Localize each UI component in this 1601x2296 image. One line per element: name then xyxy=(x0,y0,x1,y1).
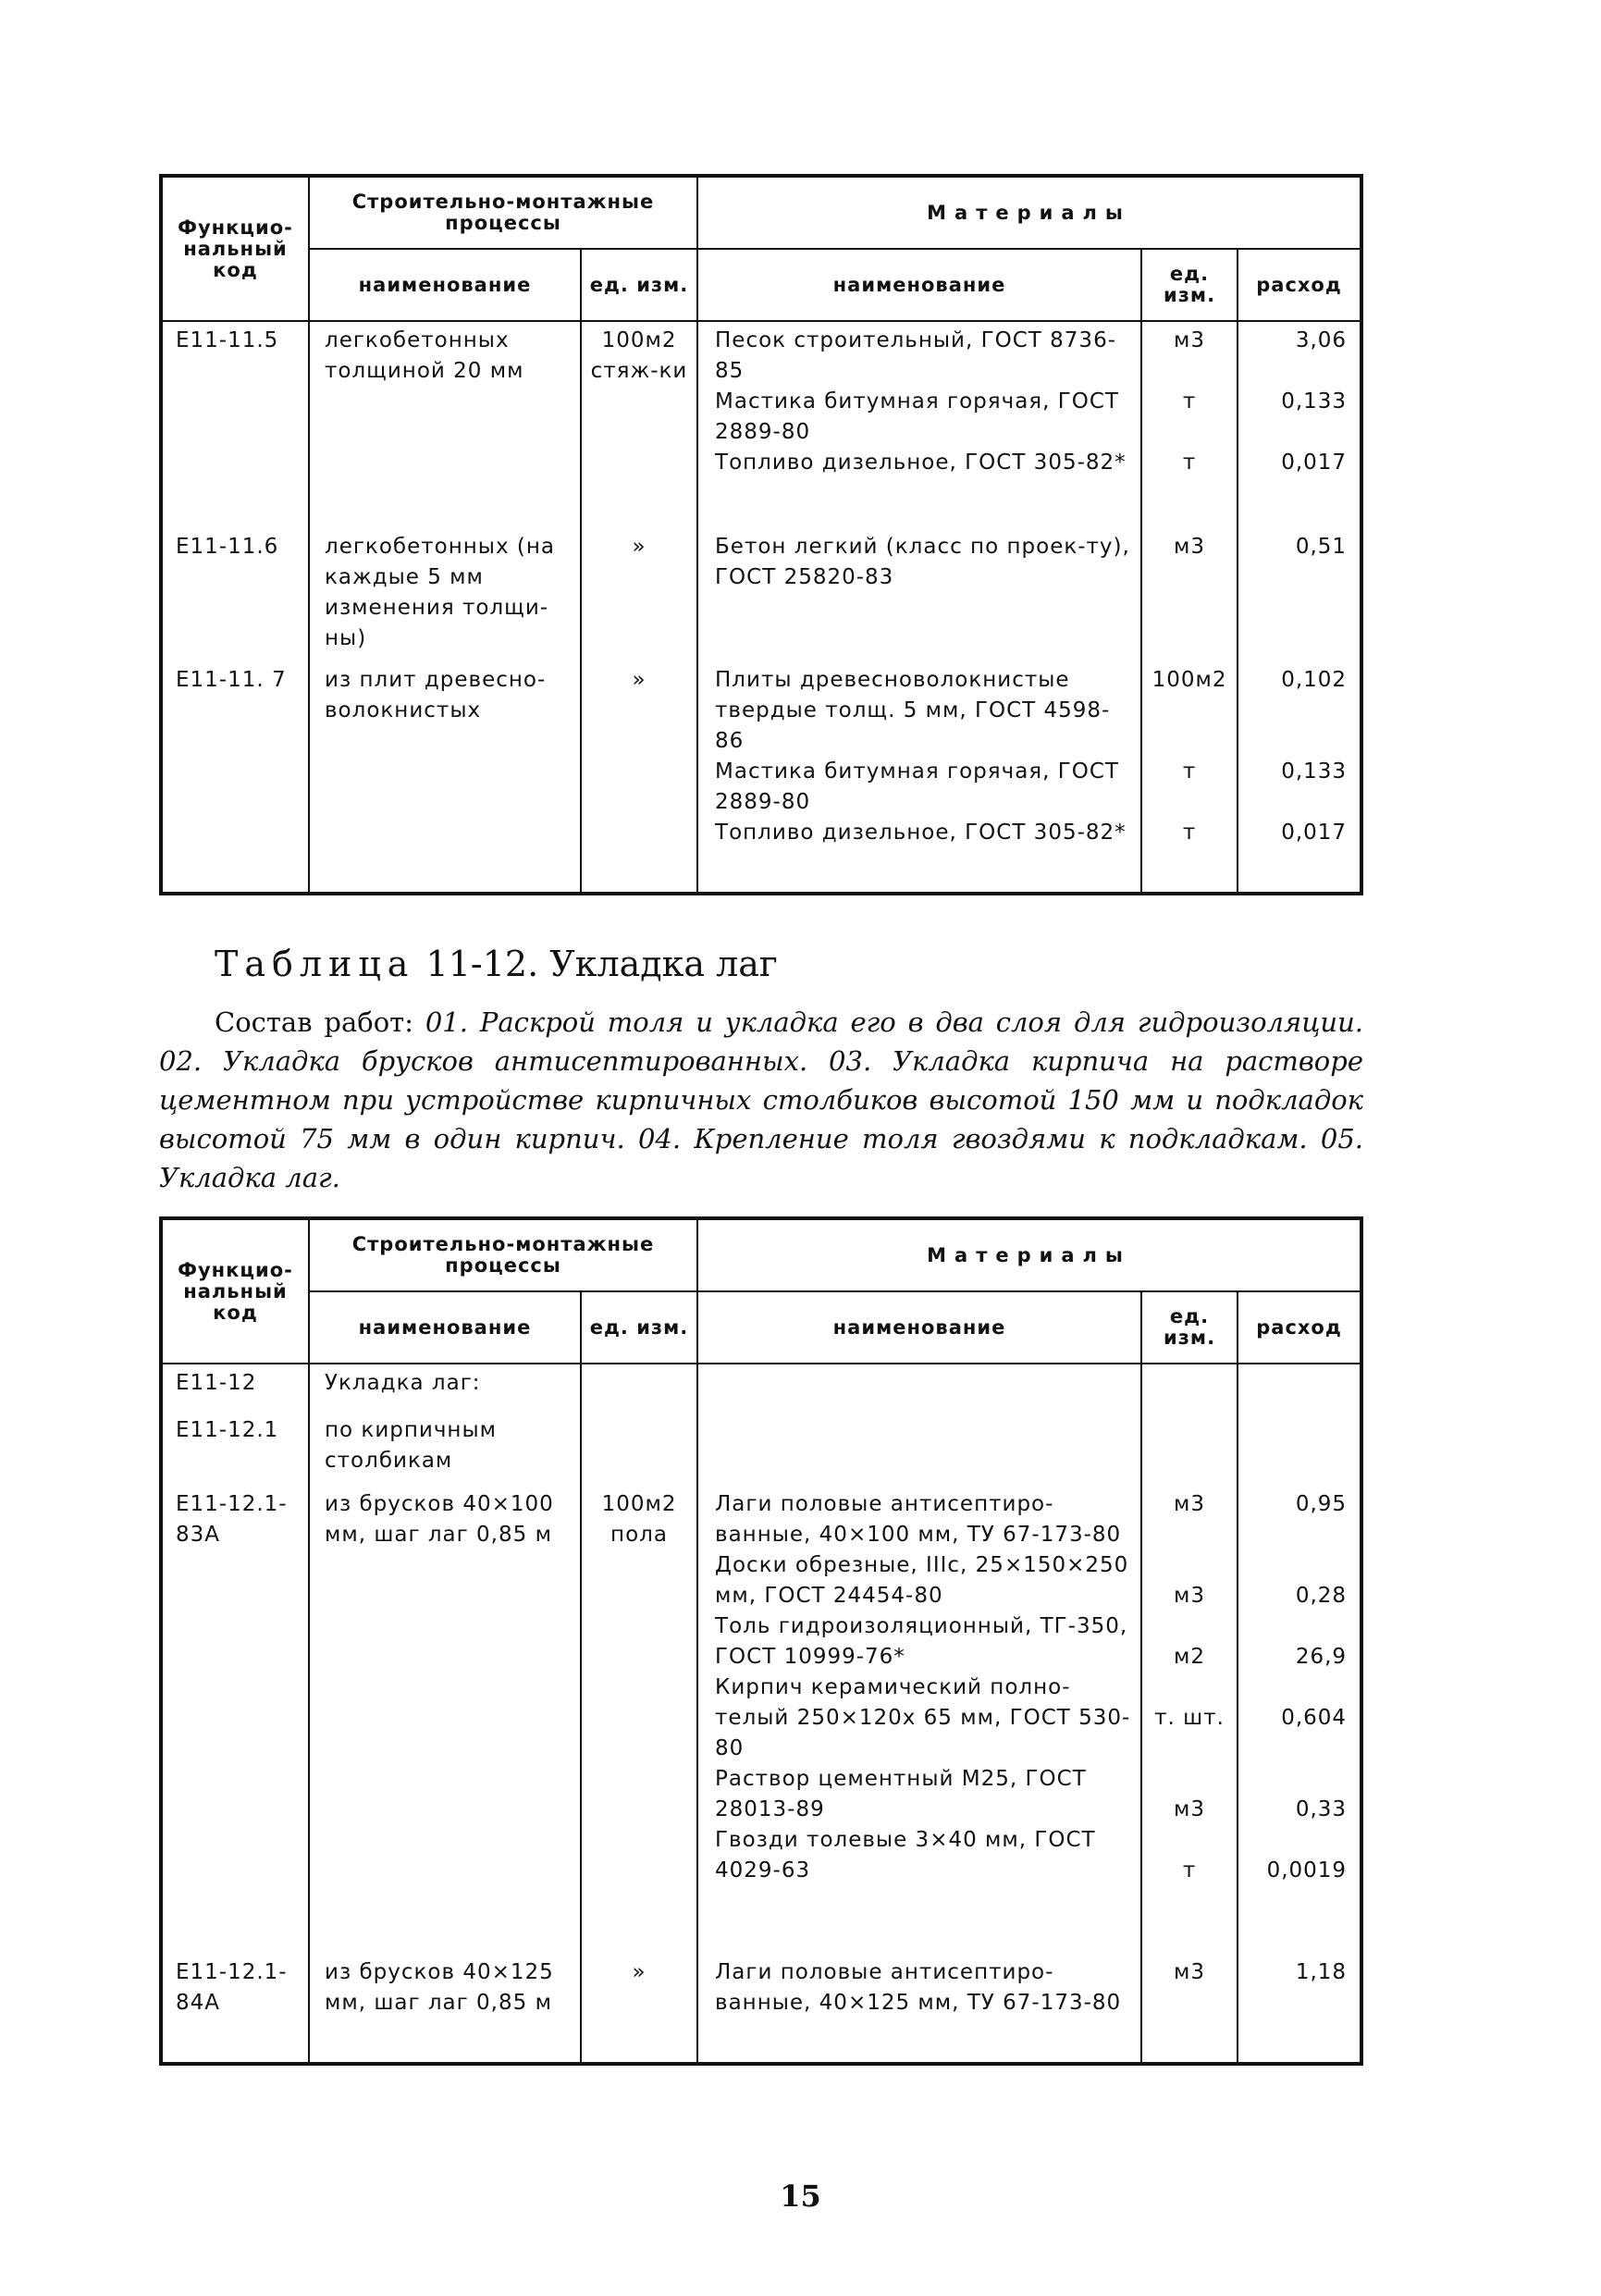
process-name-text: легкобетонных толщиной 20 мм xyxy=(325,328,524,383)
cell-material-name xyxy=(697,321,1141,528)
cell-material-unit xyxy=(1141,1486,1238,1954)
table-row xyxy=(163,1486,1360,1954)
process-unit-text: » xyxy=(632,535,647,559)
cell-code xyxy=(163,1412,309,1486)
table-row xyxy=(163,1954,1360,2062)
header-processes: Строительно-монтажные процессы xyxy=(309,1220,697,1291)
material-name: Лаги половые антисептиро-ванные, 40×100 мм, ТУ 67-173-80 xyxy=(715,1492,1122,1547)
material-name: Доски обрезные, IIIс, 25×150×250 мм, ГОСТ 24454-80 xyxy=(715,1553,1129,1608)
table-11-12 xyxy=(159,1216,1363,2066)
material-qty: 0,51 xyxy=(1295,535,1348,559)
header-processes: Строительно-монтажные процессы xyxy=(309,178,697,249)
cell-consumption xyxy=(1238,1412,1360,1486)
process-unit-text: » xyxy=(632,668,647,692)
cell-process-name xyxy=(309,1412,581,1486)
material-qty: 0,017 xyxy=(1281,451,1348,475)
material-name: Кирпич керамический полно-телый 250×120х 65 мм, ГОСТ 530-80 xyxy=(715,1675,1131,1760)
code-text: Е11-11.5 xyxy=(176,328,279,352)
material-unit: 100м2 xyxy=(1151,668,1227,692)
header-process-unit: ед. изм. xyxy=(581,1291,697,1364)
process-name-text: из плит древесно-волокнистых xyxy=(325,668,547,722)
material-unit: т xyxy=(1182,389,1197,414)
code-text: Е11-11.6 xyxy=(176,535,279,559)
material-name: Толь гидроизоляционный, ТГ-350, ГОСТ 10999-76* xyxy=(715,1614,1128,1669)
composition-paragraph xyxy=(159,1003,1363,1197)
header-material-name: наименование xyxy=(697,249,1141,321)
material-unit: м2 xyxy=(1174,1645,1205,1669)
cell-process-name xyxy=(309,1364,581,1412)
material-name: Бетон легкий (класс по проек-ту), ГОСТ 25820-83 xyxy=(715,535,1130,589)
cell-code xyxy=(163,661,309,892)
cell-process-unit xyxy=(581,321,697,528)
cell-material-unit xyxy=(1141,1954,1238,2062)
cell-process-name xyxy=(309,1486,581,1954)
material-name: Топливо дизельное, ГОСТ 305-82* xyxy=(715,451,1127,475)
cell-material-name xyxy=(697,661,1141,892)
page-number: 15 xyxy=(780,2179,821,2214)
cell-code xyxy=(163,1954,309,2062)
header-code: Функцио-нальный код xyxy=(163,1220,309,1364)
cell-process-unit xyxy=(581,1364,697,1412)
process-unit-text: » xyxy=(632,1960,647,1984)
table-body xyxy=(163,1364,1360,2062)
header-consumption: расход xyxy=(1238,249,1360,321)
material-unit: м3 xyxy=(1174,1960,1205,1984)
material-unit: т xyxy=(1182,759,1197,784)
header-material-unit: ед. изм. xyxy=(1141,249,1238,321)
code-text: Е11-11. 7 xyxy=(176,668,287,692)
header-process-name: наименование xyxy=(309,1291,581,1364)
table-row xyxy=(163,661,1360,892)
cell-process-unit xyxy=(581,1412,697,1486)
cell-process-unit xyxy=(581,1486,697,1954)
table-body xyxy=(163,321,1360,892)
material-name: Раствор цементный М25, ГОСТ 28013-89 xyxy=(715,1767,1087,1821)
header-materials: Материалы xyxy=(697,1220,1360,1291)
material-unit: т. шт. xyxy=(1154,1706,1225,1730)
header-process-name: наименование xyxy=(309,249,581,321)
header-material-unit: ед. изм. xyxy=(1141,1291,1238,1364)
cell-process-name xyxy=(309,528,581,661)
process-unit-text: 100м2 стяж-ки xyxy=(590,328,688,383)
material-unit: м3 xyxy=(1174,1584,1205,1608)
material-qty: 0,604 xyxy=(1281,1706,1348,1730)
cell-process-unit xyxy=(581,528,697,661)
material-name: Гвозди толевые 3×40 мм, ГОСТ 4029-63 xyxy=(715,1828,1096,1882)
table-row xyxy=(163,1364,1360,1412)
composition-label: Состав работ: xyxy=(215,1006,413,1038)
process-name-text: из брусков 40×100 мм, шаг лаг 0,85 м xyxy=(325,1492,554,1547)
process-unit-text: 100м2 пола xyxy=(601,1492,677,1547)
cell-material-unit xyxy=(1141,1364,1238,1412)
table-row xyxy=(163,1412,1360,1486)
cell-material-unit xyxy=(1141,661,1238,892)
table-row xyxy=(163,321,1360,528)
cell-material-name xyxy=(697,1954,1141,2062)
header-materials: Материалы xyxy=(697,178,1360,249)
cell-consumption xyxy=(1238,1954,1360,2062)
material-name: Песок строительный, ГОСТ 8736-85 xyxy=(715,328,1116,383)
cell-process-name xyxy=(309,661,581,892)
material-qty: 0,017 xyxy=(1281,821,1348,845)
cell-process-unit xyxy=(581,1954,697,2062)
code-text: Е11-12.1-83А xyxy=(176,1492,288,1547)
table-title xyxy=(215,944,778,984)
code-text: Е11-12 xyxy=(176,1371,257,1395)
header-consumption: расход xyxy=(1238,1291,1360,1364)
header-process-unit: ед. изм. xyxy=(581,249,697,321)
material-name: Мастика битумная горячая, ГОСТ 2889-80 xyxy=(715,759,1119,814)
cell-consumption xyxy=(1238,528,1360,661)
table-row xyxy=(163,528,1360,661)
table-title-label: Таблица xyxy=(215,944,415,984)
cell-code xyxy=(163,1486,309,1954)
table-11-11 xyxy=(159,174,1363,895)
cell-process-name xyxy=(309,1954,581,2062)
cell-material-unit xyxy=(1141,321,1238,528)
code-text: Е11-12.1 xyxy=(176,1418,279,1442)
material-unit: м3 xyxy=(1174,535,1205,559)
cell-code xyxy=(163,1364,309,1412)
composition-text: 01. Раскрой толя и укладка его в два слоя для гидроизоляции. 02. Укладка брусков антисептированных. 03. Укладка кирпича на растворе цементном при устройстве кирпичных столбиков высотой 150 мм и подкладок высотой 75 мм в один кирпич. 04. Крепление толя гвоздями к подкладкам. 05. Укладка лаг. xyxy=(159,1006,1364,1193)
material-qty: 0,133 xyxy=(1281,759,1348,784)
material-qty: 26,9 xyxy=(1295,1645,1348,1669)
cell-material-name xyxy=(697,528,1141,661)
cell-material-name xyxy=(697,1412,1141,1486)
cell-process-unit xyxy=(581,661,697,892)
process-name-text: легкобетонных (на каждые 5 мм изменения толщи-ны) xyxy=(325,535,555,650)
cell-material-unit xyxy=(1141,528,1238,661)
material-unit: т xyxy=(1182,451,1197,475)
table-title-text: 11-12. Укладка лаг xyxy=(425,944,778,984)
cell-process-name xyxy=(309,321,581,528)
material-unit: м3 xyxy=(1174,1797,1205,1821)
process-name-text: из брусков 40×125 мм, шаг лаг 0,85 м xyxy=(325,1960,554,2015)
cell-consumption xyxy=(1238,1364,1360,1412)
material-qty: 0,133 xyxy=(1281,389,1348,414)
cell-code xyxy=(163,528,309,661)
material-unit: м3 xyxy=(1174,1492,1205,1516)
cell-material-name xyxy=(697,1364,1141,1412)
material-unit: т xyxy=(1182,821,1197,845)
material-name: Мастика битумная горячая, ГОСТ 2889-80 xyxy=(715,389,1119,444)
material-qty: 3,06 xyxy=(1295,328,1348,352)
process-name-text: Укладка лаг: xyxy=(325,1371,481,1395)
cell-consumption xyxy=(1238,661,1360,892)
material-qty: 0,102 xyxy=(1281,668,1348,692)
code-text: Е11-12.1-84А xyxy=(176,1960,288,2015)
process-name-text: по кирпичным столбикам xyxy=(325,1418,497,1473)
cell-consumption xyxy=(1238,321,1360,528)
cell-material-name xyxy=(697,1486,1141,1954)
material-qty: 1,18 xyxy=(1295,1960,1348,1984)
cell-code xyxy=(163,321,309,528)
material-name: Лаги половые антисептиро-ванные, 40×125 мм, ТУ 67-173-80 xyxy=(715,1960,1122,2015)
cell-consumption xyxy=(1238,1486,1360,1954)
material-name: Топливо дизельное, ГОСТ 305-82* xyxy=(715,821,1127,845)
material-unit: м3 xyxy=(1174,328,1205,352)
cell-material-unit xyxy=(1141,1412,1238,1486)
material-qty: 0,28 xyxy=(1295,1584,1348,1608)
material-name: Плиты древесноволокнистые твердые толщ. 5 мм, ГОСТ 4598-86 xyxy=(715,668,1111,753)
header-code: Функцио-нальный код xyxy=(163,178,309,321)
material-qty: 0,33 xyxy=(1295,1797,1348,1821)
material-unit: т xyxy=(1182,1858,1197,1882)
material-qty: 0,0019 xyxy=(1266,1858,1348,1882)
material-qty: 0,95 xyxy=(1295,1492,1348,1516)
header-material-name: наименование xyxy=(697,1291,1141,1364)
